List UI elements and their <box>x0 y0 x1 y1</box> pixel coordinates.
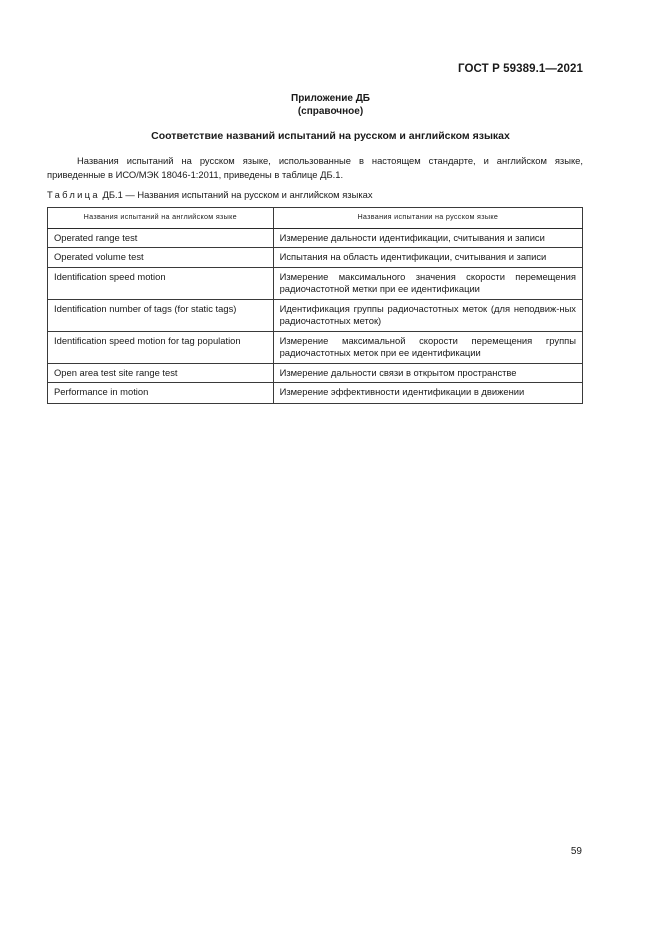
table-caption-text: ДБ.1 — Названия испытаний на русском и английском языках <box>102 189 373 200</box>
cell-russian: Измерение дальности связи в открытом пространстве <box>273 363 582 383</box>
table-row <box>48 228 583 248</box>
table-row <box>48 299 583 331</box>
table-row <box>48 363 583 383</box>
cell-english: Performance in motion <box>48 383 274 404</box>
table-row <box>48 383 583 404</box>
annex-heading <box>0 92 661 118</box>
cell-english: Identification speed motion for tag population <box>48 331 274 363</box>
cell-english: Operated range test <box>48 228 274 248</box>
table-row <box>48 248 583 268</box>
table-caption-word: Таблица <box>47 189 100 200</box>
cell-russian: Измерение максимальной скорости перемещения группы радиочастотных меток при ее идентификации <box>273 331 582 363</box>
cell-english: Open area test site range test <box>48 363 274 383</box>
terms-table <box>47 207 583 404</box>
cell-russian: Испытания на область идентификации, считывания и записи <box>273 248 582 268</box>
document-id: ГОСТ Р 59389.1—2021 <box>458 63 583 75</box>
cell-english: Identification number of tags (for static tags) <box>48 299 274 331</box>
annex-subtitle: (справочное) <box>297 106 364 117</box>
table-row <box>48 267 583 299</box>
annex-title: Приложение ДБ <box>291 93 370 104</box>
table-row <box>48 331 583 363</box>
page-number: 59 <box>570 846 582 857</box>
header-english: Названия испытаний на английском языке <box>48 208 274 229</box>
section-title: Соответствие названий испытаний на русском и английском языках <box>151 130 510 142</box>
intro-paragraph: Названия испытаний на русском языке, использованные в настоящем стандарте, и английском языке, приведенные в ИСО/МЭК 18046-1:2011, приведены в таблице ДБ.1. <box>47 155 583 180</box>
cell-russian: Измерение эффективности идентификации в движении <box>273 383 582 404</box>
cell-english: Operated volume test <box>48 248 274 268</box>
cell-russian: Измерение дальности идентификации, считывания и записи <box>273 228 582 248</box>
cell-russian: Измерение максимального значения скорости перемещения радиочастотной метки при ее идентификации <box>273 267 582 299</box>
header-russian: Названия испытании на русском языке <box>273 208 582 229</box>
table-caption <box>47 189 373 200</box>
table-header-row <box>48 208 583 229</box>
cell-english: Identification speed motion <box>48 267 274 299</box>
cell-russian: Идентификация группы радиочастотных меток (для неподвиж-ных радиочастотных меток) <box>273 299 582 331</box>
